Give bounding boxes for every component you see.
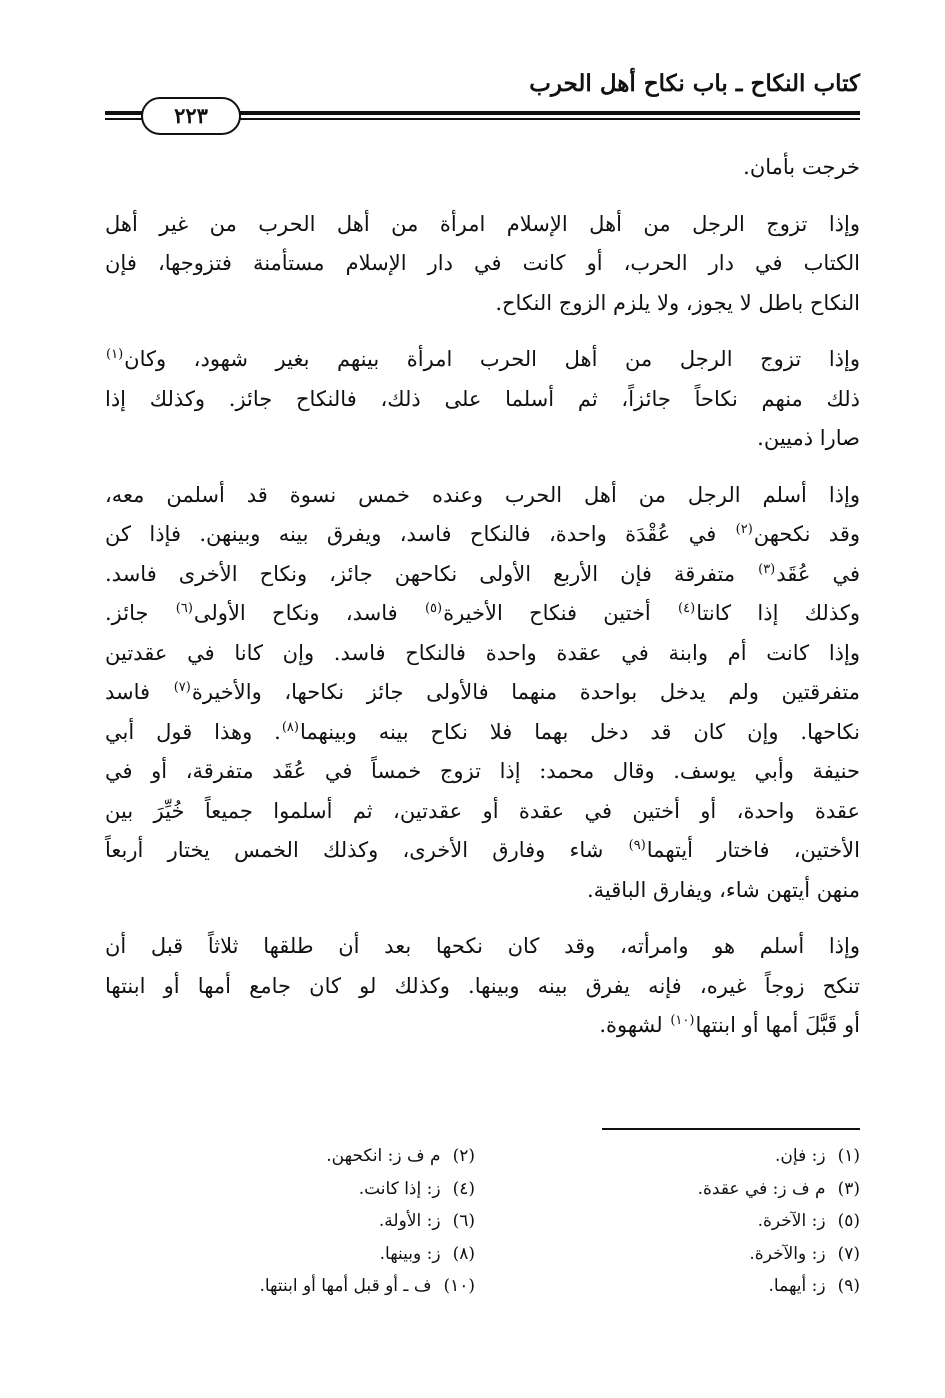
footnote-marker[interactable]: (٤) [678, 601, 696, 616]
footnote-number: (٢) [452, 1146, 475, 1166]
footnote-item [769, 1270, 860, 1303]
footnote-text: ز: وبينها. [379, 1243, 441, 1264]
footnote-number: (٩) [837, 1276, 860, 1296]
footnote-marker[interactable]: (٢) [735, 522, 753, 537]
footnote-marker[interactable]: (١٠) [670, 1013, 695, 1028]
footnote-row [105, 1205, 860, 1238]
paragraph [105, 927, 860, 1046]
footnote-text: ز: فإن. [775, 1146, 826, 1166]
text-line: وإذا تزوج الرجل من أهل الإسلام امرأة من أهل الحرب من غير أهل [105, 211, 860, 236]
text-line: وإذا كانت أم وابنة في عقدة واحدة فالنكاح فاسد. وإن كانا في عقدتين [105, 640, 860, 665]
footnote-number: (١٠) [443, 1276, 475, 1296]
footnote-number: (٣) [837, 1178, 860, 1199]
footnote-text: م ف ز: في عقدة. [697, 1178, 826, 1199]
text-line: وقد نكحهن$^{(٢)}$ في عُقْدَة واحدة، فالنكاح فاسد، ويفرق بينه وبينهن. فإذا كن [105, 522, 861, 546]
footnote-separator [602, 1128, 860, 1130]
text-line: عقدة واحدة، أو أختين في عقدة أو عقدتين، ثم أسلموا جميعاً خُيِّرَ بين [105, 798, 860, 823]
paragraph [105, 476, 860, 911]
text-line: متفرقتين ولم يدخل بواحدة منهما فالأولى جائز نكاحها، والأخيرة$^{(٧)}$ فاسد [105, 680, 861, 704]
footnote-row [105, 1238, 860, 1271]
footnote-text: ز: والآخرة. [749, 1243, 826, 1264]
footnote-item [775, 1140, 860, 1173]
footnote-item [379, 1205, 475, 1238]
running-title: كتاب النكاح ـ باب نكاح أهل الحرب [529, 70, 860, 97]
text-line: ذلك منهم نكاحاً جائزاً، ثم أسلما على ذلك، فالنكاح جائز. وكذلك إذا [105, 386, 860, 411]
text-line: أو قَبَّلَ أمها أو ابنتها$^{(١٠)}$ لشهوة. [599, 1013, 860, 1037]
footnote-item [380, 1238, 475, 1271]
footnote-item [749, 1238, 860, 1271]
paragraph [105, 205, 860, 324]
footnote-text: ز: إذا كانت. [358, 1178, 441, 1199]
text-line: الأختين، فاختار أيتهما$^{(٩)}$ شاء وفارق الأخرى، وكذلك الخمس يختار أربعاً [105, 838, 860, 862]
text-line: وإذا أسلم هو وامرأته، وقد كان نكحها بعد أن طلقها ثلاثاً قبل أن [105, 934, 860, 958]
footnote-item [259, 1270, 475, 1303]
footnote-text: ف ـ أو قبل أمها أو ابنتها. [259, 1276, 432, 1296]
footnote-number: (٨) [452, 1243, 475, 1264]
footnote-marker[interactable]: (٣) [758, 561, 776, 577]
footnote-number: (٤) [452, 1178, 475, 1199]
paragraph [105, 340, 860, 459]
paragraph [105, 148, 860, 188]
footnote-text: م ف ز: انكحهن. [326, 1146, 441, 1166]
footnote-item [758, 1205, 860, 1238]
page-header [105, 64, 860, 128]
footnote-number: (٥) [837, 1211, 860, 1231]
text-line: الكتاب في دار الحرب، أو كانت في دار الإسلام مستأمنة فتزوجها، فإن [105, 251, 860, 275]
footnote-item [698, 1173, 860, 1206]
footnote-marker[interactable]: (٩) [628, 838, 646, 853]
text-line: وإذا أسلم الرجل من أهل الحرب وعنده خمس نسوة قد أسلمن معه، [105, 482, 860, 507]
footnote-item [326, 1140, 475, 1173]
text-line: النكاح باطل لا يجوز، ولا يلزم الزوج النكاح. [495, 290, 860, 315]
text-line: خرجت بأمان. [743, 155, 860, 179]
footnote-row [105, 1140, 860, 1173]
text-line: وإذا تزوج الرجل من أهل الحرب امرأة بينهم بغير شهود، وكان$^{(١)}$ [106, 347, 860, 371]
footnote-marker[interactable]: (٥) [424, 601, 443, 616]
text-line: تنكح زوجاً غيره، فإنه يفرق بينه وبينها. وكذلك لو كان جامع أمها أو ابنتها [105, 973, 860, 998]
main-text [105, 148, 860, 1046]
footnote-number: (٧) [837, 1243, 860, 1264]
footnote-number: (١) [837, 1146, 860, 1166]
text-line: وكذلك إذا كانتا$^{(٤)}$ أختين فنكاح الأخيرة$^{(٥)}$ فاسد، ونكاح الأولى$^{(٦)}$ جائز. [105, 601, 860, 625]
footnote-marker[interactable]: (١) [106, 347, 124, 362]
footnote-text: ز: الآخرة. [757, 1211, 826, 1231]
page-number: ٢٢٣ [141, 97, 241, 135]
text-line: منهن أيتهن شاء، ويفارق الباقية. [587, 877, 860, 902]
footnote-row [105, 1173, 860, 1206]
footnote-number: (٦) [452, 1211, 475, 1231]
footnote-row [105, 1270, 860, 1303]
footnote-text: ز: الأولة. [378, 1211, 441, 1231]
text-line: حنيفة وأبي يوسف. وقال محمد: إذا تزوج خمساً في عُقَد متفرقة، أو في [105, 759, 860, 783]
text-line: نكاحها. وإن كان قد دخل بهما فلا نكاح بينه وبينهما$^{(٨)}$. وهذا قول أبي [105, 719, 860, 744]
footnote-marker[interactable]: (٧) [173, 680, 191, 695]
text-line: صارا ذميين. [757, 426, 860, 450]
footnote-text: ز: أيهما. [768, 1276, 826, 1296]
footnotes [105, 1140, 860, 1303]
footnote-item [359, 1173, 475, 1206]
footnote-marker[interactable]: (٦) [175, 601, 193, 616]
footnote-marker[interactable]: (٨) [281, 719, 299, 735]
text-line: في عُقَد$^{(٣)}$ متفرقة فإن الأربع الأولى نكاحهن جائز، ونكاح الأخرى فاسد. [105, 561, 860, 586]
